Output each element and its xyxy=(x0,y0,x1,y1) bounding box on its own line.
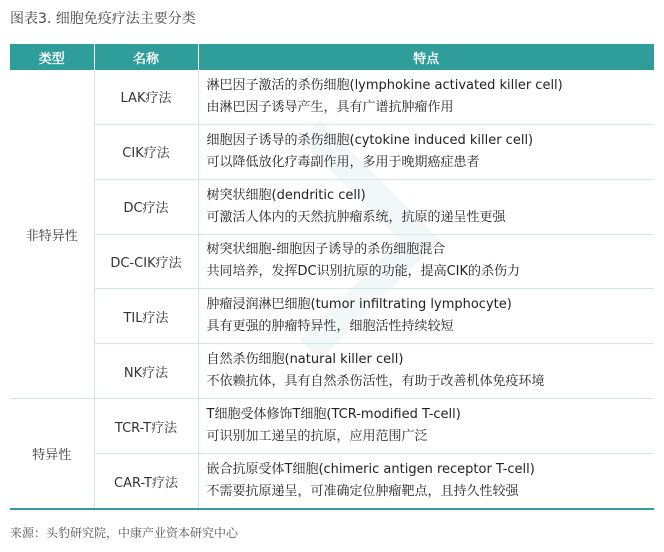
feature-line: 可激活人体内的天然抗肿瘤系统，抗原的递呈性更强 xyxy=(206,209,506,225)
feature-line: 嵌合抗原受体T细胞(chimeric antigen receptor T-cell) xyxy=(206,462,535,477)
therapy-features xyxy=(198,179,654,234)
therapy-features xyxy=(198,454,654,510)
therapy-name: LAK疗法 xyxy=(94,70,198,124)
figure-caption: 图表3. 细胞免疫疗法主要分类 xyxy=(10,11,196,27)
table-row xyxy=(10,70,654,124)
feature-line: 淋巴因子激活的杀伤细胞(lymphokine activated killer cell) xyxy=(206,77,563,93)
table-row xyxy=(10,179,654,234)
feature-line: 肿瘤浸润淋巴细胞(tumor infiltrating lymphocyte) xyxy=(206,297,512,313)
therapy-name: CIK疗法 xyxy=(94,124,198,179)
therapy-name: TCR-T疗法 xyxy=(94,399,198,454)
therapy-features xyxy=(198,399,654,454)
feature-line: 具有更强的肿瘤特异性，细胞活性持续较短 xyxy=(206,319,454,335)
table-row xyxy=(10,124,654,179)
therapy-name: CAR-T疗法 xyxy=(94,454,198,510)
table-row xyxy=(10,454,654,510)
header-features: 特点 xyxy=(198,44,654,70)
therapy-features xyxy=(198,124,654,179)
feature-line: 不依赖抗体，具有自然杀伤活性，有助于改善机体免疫环境 xyxy=(206,374,545,390)
table-row xyxy=(10,289,654,344)
header-name: 名称 xyxy=(94,44,198,70)
group-label-nonspecific: 非特异性 xyxy=(10,70,94,399)
table-row xyxy=(10,344,654,399)
therapy-name: TIL疗法 xyxy=(94,289,198,344)
feature-line: 共同培养，发挥DC识别抗原的功能，提高CIK的杀伤力 xyxy=(206,264,521,280)
table-header-row xyxy=(10,44,654,70)
header-type: 类型 xyxy=(10,44,94,70)
therapy-features xyxy=(198,344,654,399)
feature-line: 由淋巴因子诱导产生，具有广谱抗肿瘤作用 xyxy=(206,99,454,115)
feature-line: 不需要抗原递呈，可准确定位肿瘤靶点，且持久性较强 xyxy=(206,484,519,499)
feature-line: T细胞受体修饰T细胞(TCR-modified T-cell) xyxy=(206,407,461,423)
feature-line: 可以降低放化疗毒副作用，多用于晚期癌症患者 xyxy=(206,154,480,170)
table-row xyxy=(10,399,654,454)
feature-line: 细胞因子诱导的杀伤细胞(cytokine induced killer cell) xyxy=(206,132,534,148)
group-label-specific: 特异性 xyxy=(10,399,94,509)
feature-line: 树突状细胞(dendritic cell) xyxy=(206,187,366,203)
therapy-name: DC-CIK疗法 xyxy=(94,234,198,289)
therapy-features xyxy=(198,289,654,344)
feature-line: 树突状细胞-细胞因子诱导的杀伤细胞混合 xyxy=(206,242,446,258)
therapy-features xyxy=(198,234,654,289)
therapy-classification-table xyxy=(10,44,654,510)
therapy-name: DC疗法 xyxy=(94,179,198,234)
table-row xyxy=(10,234,654,289)
source-note: 来源：头豹研究院，中康产业资本研究中心 xyxy=(10,526,239,540)
therapy-features xyxy=(198,70,654,124)
feature-line: 自然杀伤细胞(natural killer cell) xyxy=(206,352,404,368)
feature-line: 可识别加工递呈的抗原，应用范围广泛 xyxy=(206,429,428,445)
therapy-name: NK疗法 xyxy=(94,344,198,399)
